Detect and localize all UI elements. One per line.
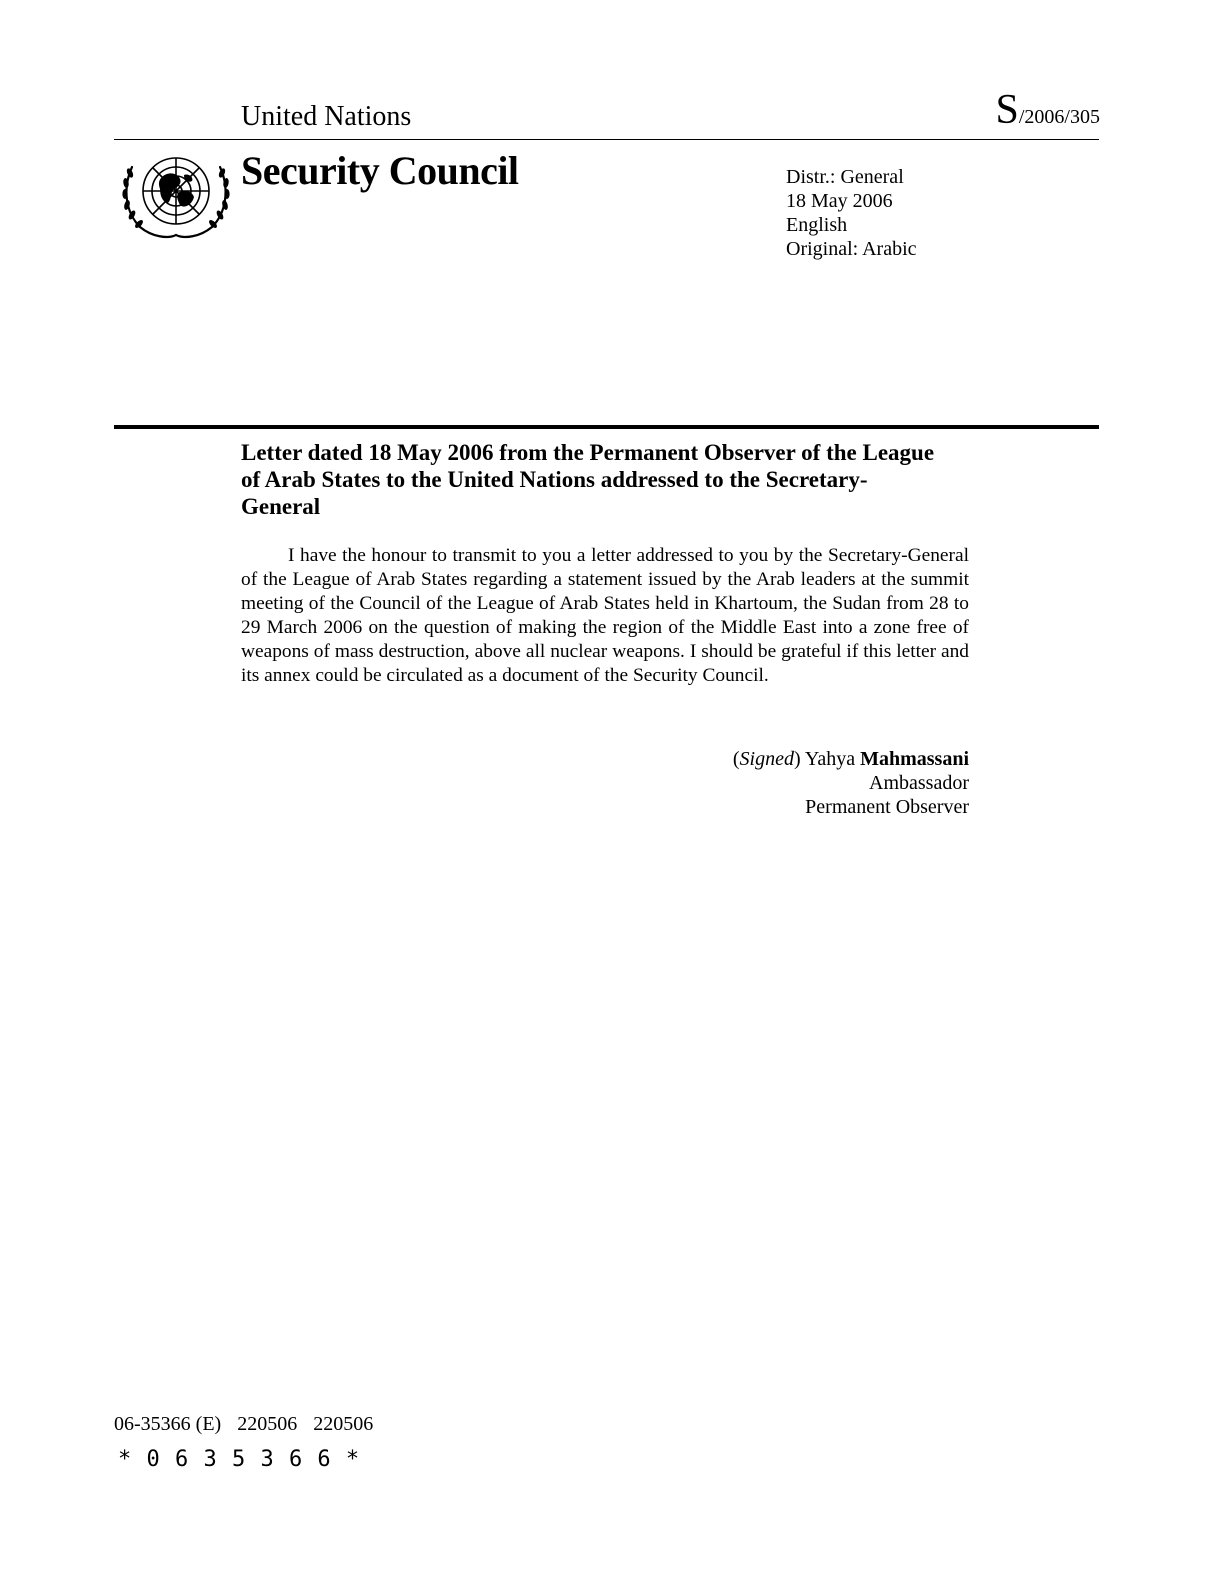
document-symbol <box>996 88 1100 141</box>
header-rule <box>114 139 1099 140</box>
letter-body: I have the honour to transmit to you a letter addressed to you by the Secretary-General of the League of Arab States regarding a statement issued by the Arab leaders at the summit meeting of the Council of the League of Arab States held in Khartoum, the Sudan from 28 to 29 March 2006 on the question of making the region of the Middle East into a zone free of weapons of mass destruction, above all nuclear weapons. I should be grateful if this letter and its annex could be circulated as a document of the Security Council. <box>241 545 969 686</box>
signature-block <box>733 747 969 819</box>
document-symbol-prefix: S <box>995 87 1019 133</box>
job-number-line <box>114 1412 389 1436</box>
distribution-type: Distr.: General <box>786 166 904 188</box>
signed-label: Signed <box>739 748 794 770</box>
job-number: 06-35366 (E) <box>114 1413 222 1435</box>
job-date-2: 220506 <box>313 1413 374 1435</box>
signatory-last-name: Mahmassani <box>860 748 969 770</box>
signature-line: (Signed) Yahya Mahmassani <box>732 748 969 770</box>
title-rule <box>114 425 1099 429</box>
document-symbol-suffix: /2006/305 <box>1018 106 1100 128</box>
signatory-title: Ambassador <box>869 772 969 794</box>
organization-name: United Nations <box>241 101 412 132</box>
signatory-first-name: Yahya <box>804 748 856 770</box>
document-language: English <box>786 214 848 236</box>
document-date: 18 May 2006 <box>786 190 893 212</box>
original-language: Original: Arabic <box>786 238 917 260</box>
organ-name: Security Council <box>241 148 519 193</box>
un-emblem-icon <box>118 149 234 245</box>
letter-title: Letter dated 18 May 2006 from the Permanent Observer of the League of Arab States to the United Nations addressed to the Secretary-General <box>241 440 935 519</box>
barcode-text: * 0 6 3 5 3 6 6 * <box>118 1447 361 1472</box>
signatory-role: Permanent Observer <box>805 796 969 818</box>
job-date-1: 220506 <box>237 1413 298 1435</box>
distribution-block <box>786 165 917 261</box>
